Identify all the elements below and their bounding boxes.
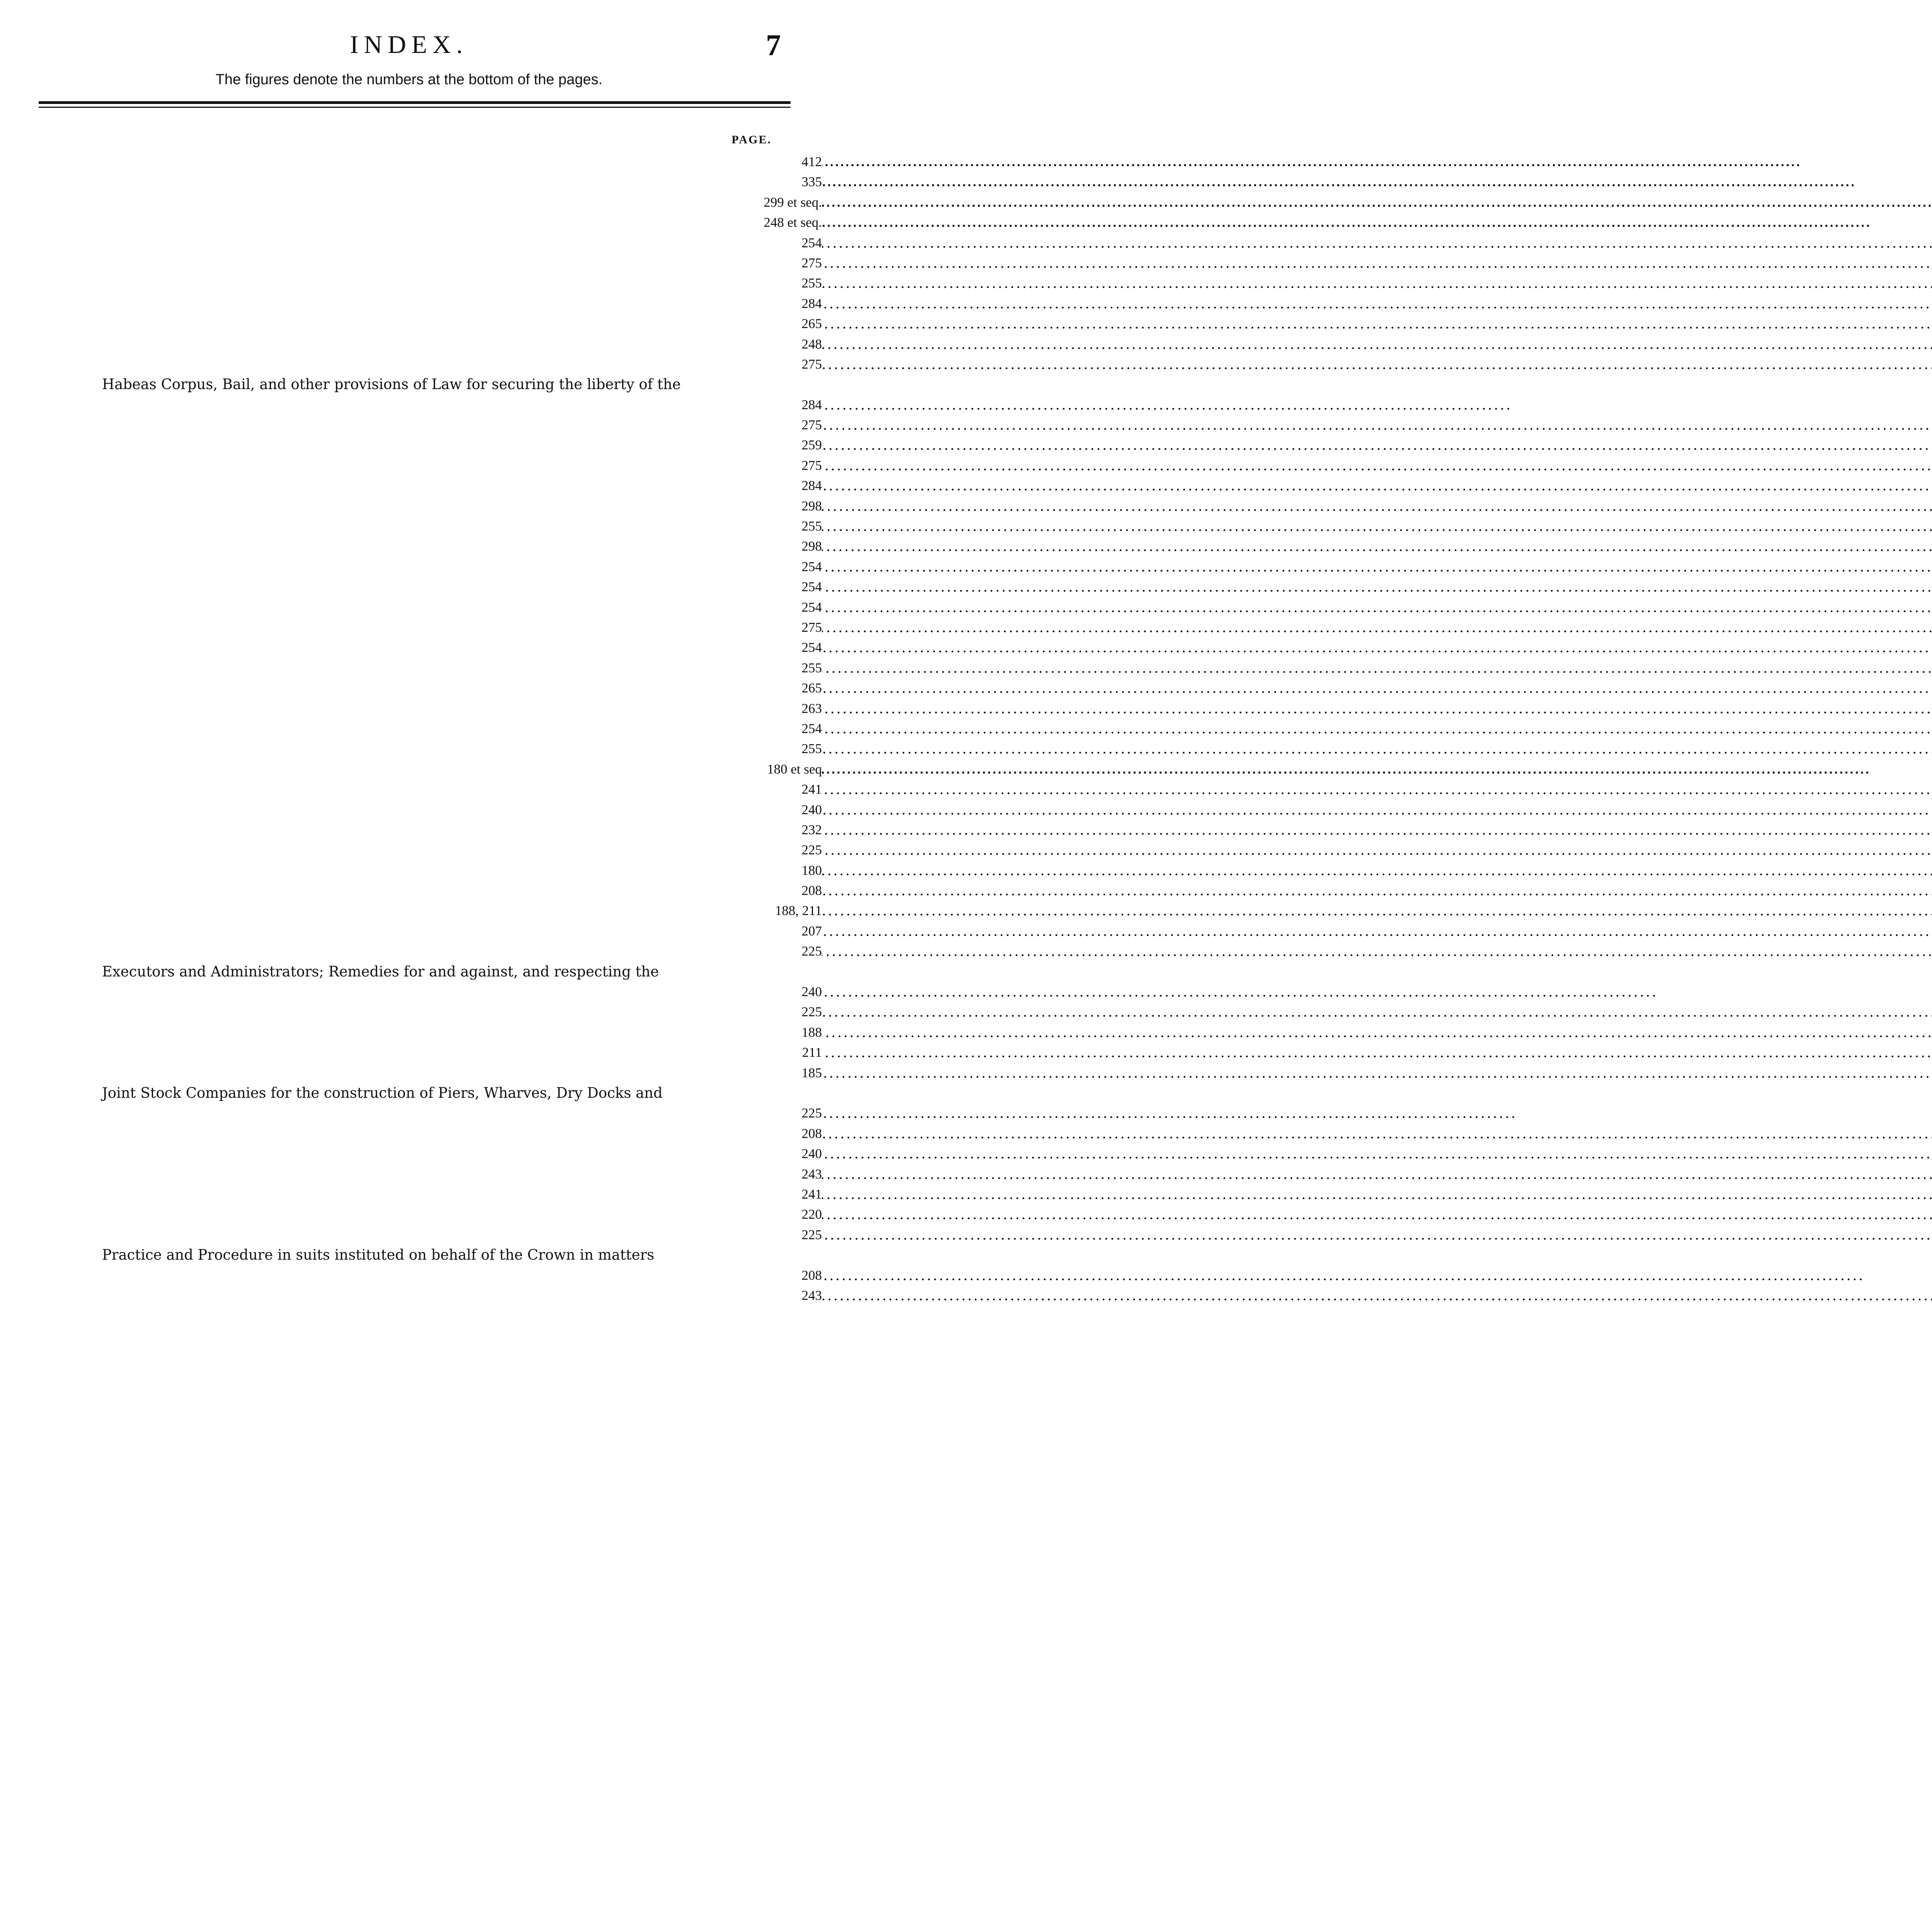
index-entry bbox=[0, 1124, 822, 1144]
entry-page-number: 225 bbox=[0, 1103, 822, 1932]
index-entry bbox=[0, 516, 822, 536]
entry-text-line1: Joint Stock Companies for the construction of Piers, Wharves, Dry Docks and bbox=[102, 1085, 663, 1101]
index-entry bbox=[0, 1164, 822, 1184]
index-heading-entry bbox=[0, 152, 822, 172]
header-rule-thin bbox=[39, 107, 791, 108]
index-entry bbox=[0, 901, 822, 921]
entry-page-number: 275 bbox=[0, 253, 822, 1599]
entry-page-number: 232 bbox=[0, 820, 822, 1932]
index-heading-entry bbox=[0, 172, 822, 192]
page-title: INDEX. bbox=[350, 31, 468, 59]
entry-page-number: 243 bbox=[0, 1286, 822, 1932]
header-rule-thick bbox=[39, 101, 791, 104]
entry-page-number: 265 bbox=[0, 314, 822, 1659]
entry-page-number: 241 bbox=[0, 1184, 822, 1932]
entry-page-number: 284 bbox=[0, 476, 822, 1821]
entry-page-number: 248 bbox=[0, 334, 822, 1680]
index-entry bbox=[0, 1043, 822, 1063]
entry-page-number: 284 bbox=[0, 395, 822, 1740]
index-entry bbox=[0, 881, 822, 901]
index-entry bbox=[0, 456, 822, 476]
index-entry bbox=[0, 273, 822, 293]
index-entry bbox=[0, 354, 822, 374]
entry-page-number: 298 bbox=[0, 496, 822, 1842]
index-entry bbox=[0, 962, 822, 1002]
index-heading-entry bbox=[0, 213, 822, 233]
entry-page-number: 240 bbox=[0, 1144, 822, 1932]
entry-page-number: 259 bbox=[0, 435, 822, 1781]
entry-page-number: 188 bbox=[0, 1022, 822, 1932]
entry-page-number: 243 bbox=[0, 1164, 822, 1932]
index-entry bbox=[0, 1204, 822, 1225]
entry-page-number: 240 bbox=[0, 982, 822, 1932]
index-entry bbox=[0, 374, 822, 415]
index-entry bbox=[0, 739, 822, 759]
entry-page-number: 255 bbox=[0, 739, 822, 1932]
entry-page-number: 255 bbox=[0, 516, 822, 1862]
index-entry bbox=[0, 253, 822, 273]
index-entry bbox=[0, 941, 822, 961]
entry-page-number: 298 bbox=[0, 536, 822, 1882]
index-entry bbox=[0, 1083, 822, 1124]
entry-page-number: 208 bbox=[0, 1265, 822, 1932]
index-entry bbox=[0, 658, 822, 678]
entry-page-number: 225 bbox=[0, 1225, 822, 1932]
index-entry bbox=[0, 476, 822, 496]
entry-page-number: 225 bbox=[0, 941, 822, 1932]
entry-page-number: 275 bbox=[0, 415, 822, 1760]
entry-text-line1: Habeas Corpus, Bail, and other provisions of Law for securing the liberty of the bbox=[102, 376, 681, 393]
index-entry bbox=[0, 294, 822, 314]
entry-page-number: 265 bbox=[0, 678, 822, 1932]
index-entry-list bbox=[0, 152, 822, 1306]
index-entry bbox=[0, 1002, 822, 1022]
index-heading-entry bbox=[0, 759, 822, 779]
entry-page-number: 275 bbox=[0, 617, 822, 1932]
index-entry bbox=[0, 1225, 822, 1245]
index-entry bbox=[0, 779, 822, 799]
entry-page-number: 180 et seq bbox=[0, 759, 822, 1932]
entry-page-number: 208 bbox=[0, 1124, 822, 1932]
index-entry bbox=[0, 921, 822, 941]
index-entry bbox=[0, 861, 822, 881]
index-entry bbox=[0, 638, 822, 658]
index-entry bbox=[0, 496, 822, 516]
entry-page-number: 207 bbox=[0, 921, 822, 1932]
entry-page-number: 211 bbox=[0, 1043, 822, 1932]
entry-page-number: 284 bbox=[0, 294, 822, 1639]
entry-page-number: 248 et seq. bbox=[0, 213, 822, 1558]
index-entry bbox=[0, 557, 822, 577]
entry-page-number: 188, 211 bbox=[0, 901, 822, 1932]
entry-page-number: 263 bbox=[0, 699, 822, 1932]
entry-page-number: 335 bbox=[0, 172, 822, 1517]
entry-page-number: 254 bbox=[0, 233, 822, 1578]
index-entry bbox=[0, 435, 822, 455]
index-entry bbox=[0, 617, 822, 638]
page-subtitle: The figures denote the numbers at the bottom of the pages. bbox=[215, 71, 603, 88]
entry-page-number: 254 bbox=[0, 557, 822, 1902]
index-entry bbox=[0, 1184, 822, 1204]
entry-page-number: 225 bbox=[0, 1002, 822, 1932]
entry-page-number: 275 bbox=[0, 456, 822, 1801]
entry-page-number: 180 bbox=[0, 861, 822, 1932]
page-column-heading: PAGE. bbox=[731, 133, 772, 146]
index-entry bbox=[0, 1144, 822, 1164]
entry-page-number: 412 bbox=[0, 152, 822, 1497]
entry-page-number: 225 bbox=[0, 840, 822, 1932]
index-entry bbox=[0, 334, 822, 354]
entry-text-line1: Executors and Administrators; Remedies for and against, and respecting the bbox=[102, 963, 659, 980]
index-entry bbox=[0, 577, 822, 597]
index-entry bbox=[0, 1022, 822, 1043]
index-entry bbox=[0, 415, 822, 435]
entry-page-number: 254 bbox=[0, 597, 822, 1932]
index-entry bbox=[0, 699, 822, 719]
index-entry bbox=[0, 1245, 822, 1286]
index-entry bbox=[0, 840, 822, 860]
entry-page-number: 241 bbox=[0, 779, 822, 1932]
index-heading-entry bbox=[0, 192, 822, 213]
index-entry bbox=[0, 1286, 822, 1306]
entry-page-number: 185 bbox=[0, 1063, 822, 1932]
entry-page-number: 254 bbox=[0, 577, 822, 1922]
index-entry bbox=[0, 820, 822, 840]
index-entry bbox=[0, 536, 822, 556]
index-entry bbox=[0, 233, 822, 253]
index-entry bbox=[0, 800, 822, 820]
entry-page-number: 275 bbox=[0, 354, 822, 1700]
index-entry bbox=[0, 597, 822, 617]
index-entry bbox=[0, 1063, 822, 1083]
entry-page-number: 254 bbox=[0, 638, 822, 1932]
entry-page-number: 254 bbox=[0, 719, 822, 1932]
index-entry bbox=[0, 678, 822, 698]
index-entry bbox=[0, 719, 822, 739]
entry-page-number: 220 bbox=[0, 1204, 822, 1932]
entry-page-number: 240 bbox=[0, 800, 822, 1932]
entry-page-number: 208 bbox=[0, 881, 822, 1932]
index-entry bbox=[0, 314, 822, 334]
entry-page-number: 299 et seq. bbox=[0, 192, 822, 1538]
entry-page-number: 255 bbox=[0, 273, 822, 1619]
entry-page-number: 255 bbox=[0, 658, 822, 1932]
entry-text-line1: Practice and Procedure in suits instituted on behalf of the Crown in matters bbox=[102, 1247, 655, 1264]
page-number: 7 bbox=[766, 28, 781, 62]
index-page bbox=[0, 0, 822, 1345]
